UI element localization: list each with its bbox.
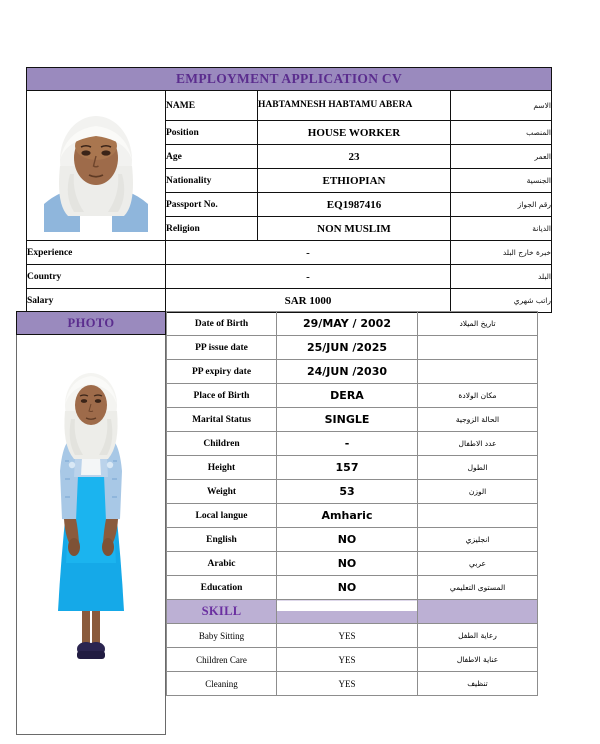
table-row-cleaning <box>167 672 538 696</box>
row-value: - <box>166 265 451 289</box>
row-arabic-label: تاريخ الميلاد <box>418 312 538 336</box>
row-label: English <box>167 528 277 552</box>
row-arabic-label: تنظيف <box>418 672 538 696</box>
row-label: Children <box>167 432 277 456</box>
row-value: Amharic <box>277 504 418 528</box>
row-label: PP issue date <box>167 336 277 360</box>
row-value: YES <box>277 624 418 648</box>
row-arabic-label: المنصب <box>451 121 552 145</box>
row-label: Age <box>166 145 258 169</box>
row-value: SAR 1000 <box>166 289 451 313</box>
row-label: Experience <box>27 241 166 265</box>
row-value: - <box>277 432 418 456</box>
row-arabic-label: عربي <box>418 552 538 576</box>
table-row-marital-status <box>167 408 538 432</box>
row-value: DERA <box>277 384 418 408</box>
row-value: NO <box>277 528 418 552</box>
row-arabic-label: رعاية الطفل <box>418 624 538 648</box>
row-label: Position <box>166 121 258 145</box>
page-title: EMPLOYMENT APPLICATION CV <box>176 71 403 86</box>
row-arabic-label: الجنسية <box>451 169 552 193</box>
row-label: Date of Birth <box>167 312 277 336</box>
row-label: Children Care <box>167 648 277 672</box>
table-row-salary <box>27 289 552 313</box>
row-label: Baby Sitting <box>167 624 277 648</box>
row-value: YES <box>277 648 418 672</box>
row-label: PP expiry date <box>167 360 277 384</box>
row-arabic-label: البلد <box>451 265 552 289</box>
table-row-country <box>27 265 552 289</box>
table-row-height <box>167 456 538 480</box>
row-label: Arabic <box>167 552 277 576</box>
row-value: 24/JUN /2030 <box>277 360 418 384</box>
row-label: Passport No. <box>166 193 258 217</box>
skill-label: SKILL <box>201 604 242 618</box>
row-arabic-label: الحالة الزوجية <box>418 408 538 432</box>
row-arabic-label: عدد الاطفال <box>418 432 538 456</box>
table-row-local-language <box>167 504 538 528</box>
table-row-baby-sitting <box>167 624 538 648</box>
table-row-weight <box>167 480 538 504</box>
row-arabic-label: الاسم <box>451 91 552 121</box>
table-row-pp-issue-date <box>167 336 538 360</box>
row-arabic-label: عناية الاطفال <box>418 648 538 672</box>
row-arabic-label: المستوى التعليمي <box>418 576 538 600</box>
table-row-pp-expiry-date <box>167 360 538 384</box>
row-arabic-label: الديانة <box>451 217 552 241</box>
row-arabic-label: انجليزي <box>418 528 538 552</box>
row-arabic-label <box>418 360 538 384</box>
row-label: Country <box>27 265 166 289</box>
row-value: ETHIOPIAN <box>258 169 451 193</box>
row-label: Nationality <box>166 169 258 193</box>
applicant-headshot-image <box>40 100 152 232</box>
row-arabic-label: العمر <box>451 145 552 169</box>
skill-header-cell <box>167 600 277 624</box>
table-row-english <box>167 528 538 552</box>
table-row-arabic <box>167 552 538 576</box>
row-value: NO <box>277 576 418 600</box>
table-row-children-care <box>167 648 538 672</box>
row-label: NAME <box>166 91 258 121</box>
row-arabic-label <box>418 504 538 528</box>
table-row-date-of-birth <box>167 312 538 336</box>
row-label: Marital Status <box>167 408 277 432</box>
row-value: NO <box>277 552 418 576</box>
row-label: Education <box>167 576 277 600</box>
row-label: Weight <box>167 480 277 504</box>
row-value: - <box>166 241 451 265</box>
row-arabic-label: راتب شهري <box>451 289 552 313</box>
headshot-photo-cell <box>27 91 166 241</box>
details-and-skills-table <box>166 311 538 696</box>
table-row-experience <box>27 241 552 265</box>
row-value: YES <box>277 672 418 696</box>
row-label: Salary <box>27 289 166 313</box>
document-title-row <box>27 68 552 91</box>
personal-information-table <box>26 67 552 313</box>
row-label: Religion <box>166 217 258 241</box>
row-value: 157 <box>277 456 418 480</box>
row-value: SINGLE <box>277 408 418 432</box>
photo-section-header <box>16 311 166 335</box>
row-value: HOUSE WORKER <box>258 121 451 145</box>
photo-label: PHOTO <box>67 316 115 330</box>
row-value: HABTAMNESH HABTAMU ABERA <box>258 91 451 121</box>
table-row-education <box>167 576 538 600</box>
document-title-cell <box>27 68 552 91</box>
row-value: 53 <box>277 480 418 504</box>
applicant-full-body-image <box>28 335 154 679</box>
row-arabic-label <box>418 336 538 360</box>
row-value: 23 <box>258 145 451 169</box>
row-arabic-label: خبرة خارج البلد <box>451 241 552 265</box>
table-row-children <box>167 432 538 456</box>
skill-header-blank-cell <box>277 600 418 624</box>
row-arabic-label: الطول <box>418 456 538 480</box>
full-body-photo-frame <box>16 335 166 735</box>
row-label: Local langue <box>167 504 277 528</box>
table-row-name <box>27 91 552 121</box>
row-value: NON MUSLIM <box>258 217 451 241</box>
row-value: EQ1987416 <box>258 193 451 217</box>
row-arabic-label: الوزن <box>418 480 538 504</box>
table-row-place-of-birth <box>167 384 538 408</box>
row-label: Place of Birth <box>167 384 277 408</box>
row-value: 25/JUN /2025 <box>277 336 418 360</box>
row-value: 29/MAY / 2002 <box>277 312 418 336</box>
skill-header-arabic-cell <box>418 600 538 624</box>
row-label: Height <box>167 456 277 480</box>
row-label: Cleaning <box>167 672 277 696</box>
row-arabic-label: رقم الجواز <box>451 193 552 217</box>
row-arabic-label: مكان الولادة <box>418 384 538 408</box>
skill-section-header-row <box>167 600 538 624</box>
